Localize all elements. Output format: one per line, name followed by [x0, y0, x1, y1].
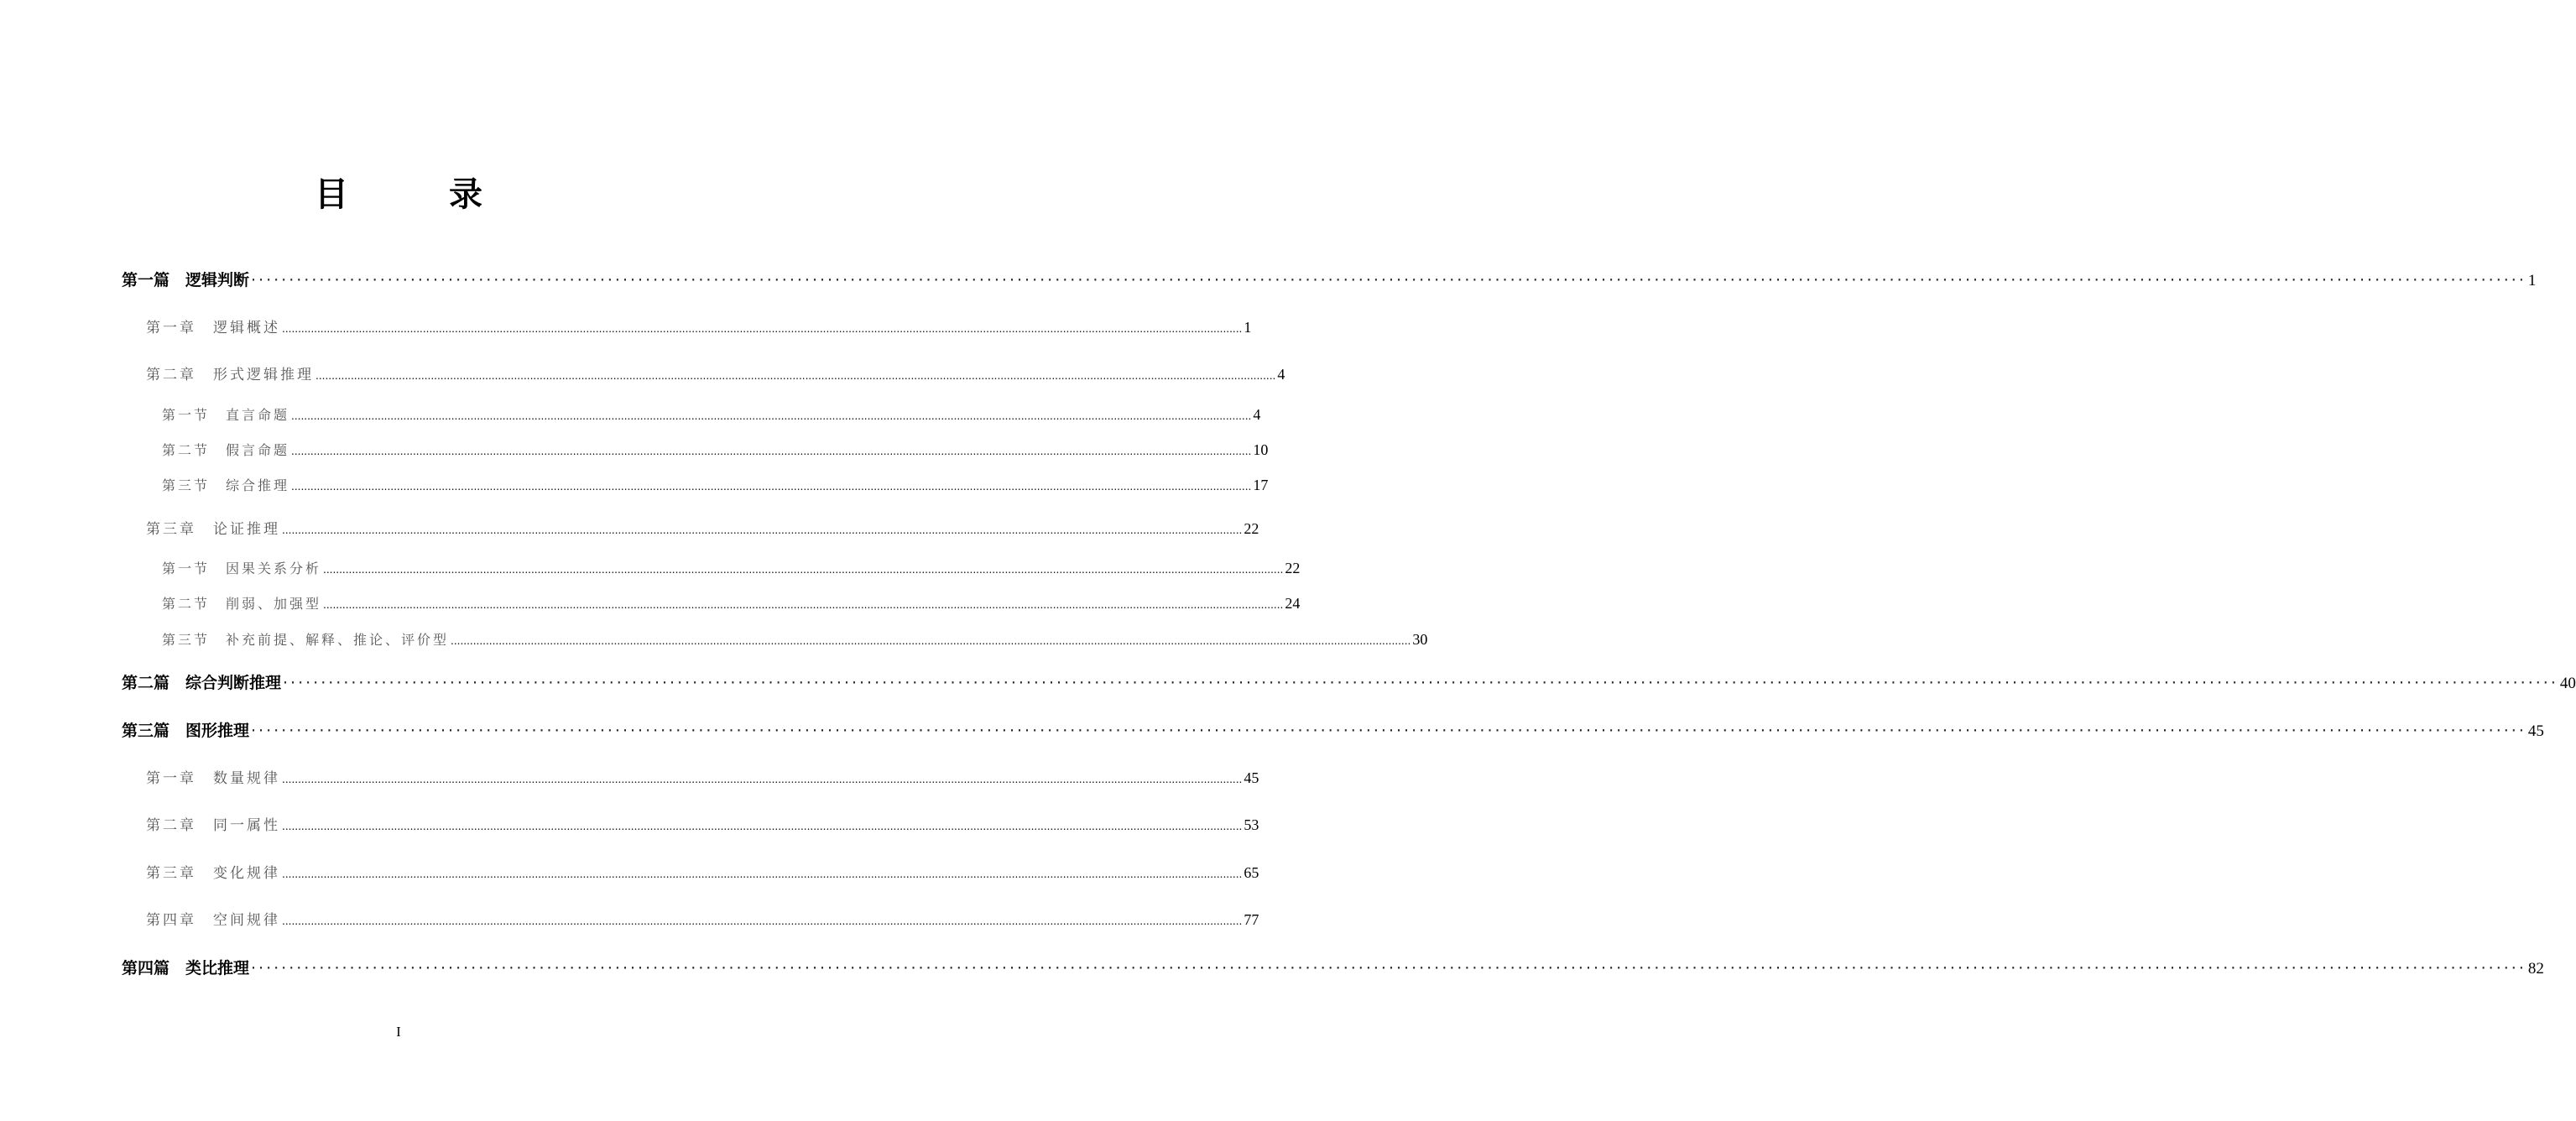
- toc-entry-part[interactable]: [122, 268, 2537, 291]
- toc-entry-page: 45: [1244, 769, 1259, 786]
- toc-entry-page: 22: [1244, 520, 1259, 537]
- toc-entry-title: 第四章 空间规律: [146, 912, 280, 929]
- toc-entry-section[interactable]: [162, 593, 1301, 617]
- toc-entry-section[interactable]: [162, 440, 1269, 463]
- toc-entry-page: 1: [2527, 272, 2537, 289]
- dot-leader: ............................................................................................................................................................................................................................................................................................................: [451, 635, 1411, 647]
- toc-entry-title: 第二节 假言命题: [162, 442, 290, 458]
- dot-leader: ............................................................................................................................................................................................................................................................................................................: [323, 599, 1284, 611]
- toc-entry-page: 24: [1285, 595, 1301, 612]
- toc-entry-page: 53: [1244, 816, 1259, 833]
- toc-entry-title: 第一节 直言命题: [162, 407, 290, 423]
- toc-entry-section[interactable]: [162, 475, 1269, 498]
- dot-leader: ............................................................................................................................................................................................................................................................................................................: [291, 481, 1252, 493]
- toc-entry-page: 40: [2559, 675, 2576, 692]
- toc-entry-title: 第二章 同一属性: [146, 817, 280, 834]
- toc-entry-title: 第三篇 图形推理: [122, 722, 250, 740]
- toc-entry-chapter[interactable]: [146, 908, 1259, 931]
- dot-leader: ............................................................................................................................................................................................................................................................................................................: [291, 410, 1252, 422]
- dot-leader: ············································································································································································································································································································: [251, 722, 2526, 740]
- toc-entry-part[interactable]: [122, 956, 2544, 979]
- page-number: I: [396, 1024, 401, 1040]
- dot-leader: ............................................................................................................................................................................................................................................................................................................: [282, 323, 1243, 335]
- toc-entry-page: 10: [1253, 441, 1269, 458]
- toc-entry-page: 4: [1277, 366, 1285, 383]
- page-title: 目 录: [315, 175, 516, 214]
- toc-entry-page: 17: [1253, 477, 1269, 493]
- toc-entry-title: 第一章 逻辑概述: [146, 320, 280, 336]
- toc-entry-title: 第二篇 综合判断推理: [122, 674, 282, 692]
- toc-entry-title: 第二节 削弱、加强型: [162, 596, 322, 612]
- dot-leader: ............................................................................................................................................................................................................................................................................................................: [315, 370, 1276, 382]
- toc-entry-page: 4: [1253, 406, 1261, 423]
- dot-leader: ............................................................................................................................................................................................................................................................................................................: [323, 564, 1284, 576]
- toc-entry-page: 45: [2527, 722, 2544, 740]
- toc-entry-chapter[interactable]: [146, 861, 1259, 884]
- toc-entry-section[interactable]: [162, 629, 1428, 653]
- toc-entry-part[interactable]: [122, 718, 2544, 742]
- dot-leader: ............................................................................................................................................................................................................................................................................................................: [282, 774, 1243, 785]
- toc-entry-page: 30: [1412, 631, 1428, 648]
- toc-entry-title: 第一节 因果关系分析: [162, 560, 322, 576]
- toc-entry-chapter[interactable]: [146, 517, 1259, 540]
- toc-entry-title: 第二章 形式逻辑推理: [146, 367, 314, 383]
- dot-leader: ............................................................................................................................................................................................................................................................................................................: [282, 524, 1243, 536]
- dot-leader: ············································································································································································································································································································: [251, 959, 2526, 978]
- toc-entry-title: 第一篇 逻辑判断: [122, 271, 250, 289]
- dot-leader: ............................................................................................................................................................................................................................................................................................................: [282, 868, 1243, 880]
- dot-leader: ............................................................................................................................................................................................................................................................................................................: [291, 446, 1252, 457]
- dot-leader: ············································································································································································································································································································: [283, 674, 2558, 692]
- dot-leader: ............................................................................................................................................................................................................................................................................................................: [282, 915, 1243, 927]
- toc-entry-page: 65: [1244, 864, 1259, 881]
- toc-entry-chapter[interactable]: [146, 315, 1252, 339]
- toc-entry-title: 第一章 数量规律: [146, 770, 280, 787]
- dot-leader: ············································································································································································································································································································: [251, 271, 2526, 289]
- dot-leader: ............................................................................................................................................................................................................................................................................................................: [282, 821, 1243, 832]
- toc-entry-title: 第三章 论证推理: [146, 521, 280, 538]
- toc-entry-page: 82: [2527, 960, 2544, 978]
- toc-entry-title: 第三节 补充前提、解释、推论、评价型: [162, 632, 450, 648]
- toc-entry-section[interactable]: [162, 558, 1301, 581]
- toc-entry-page: 77: [1244, 911, 1259, 928]
- toc-entry-title: 第三章 变化规律: [146, 865, 280, 882]
- toc-entry-section[interactable]: [162, 404, 1261, 428]
- toc-entry-chapter[interactable]: [146, 813, 1259, 837]
- toc-entry-page: 1: [1244, 319, 1252, 336]
- toc-entry-chapter[interactable]: [146, 362, 1285, 386]
- toc-entry-title: 第三节 综合推理: [162, 477, 290, 493]
- toc-entry-page: 22: [1285, 560, 1301, 576]
- toc-entry-part[interactable]: [122, 670, 2576, 694]
- toc-entry-title: 第四篇 类比推理: [122, 959, 250, 978]
- toc-entry-chapter[interactable]: [146, 766, 1259, 790]
